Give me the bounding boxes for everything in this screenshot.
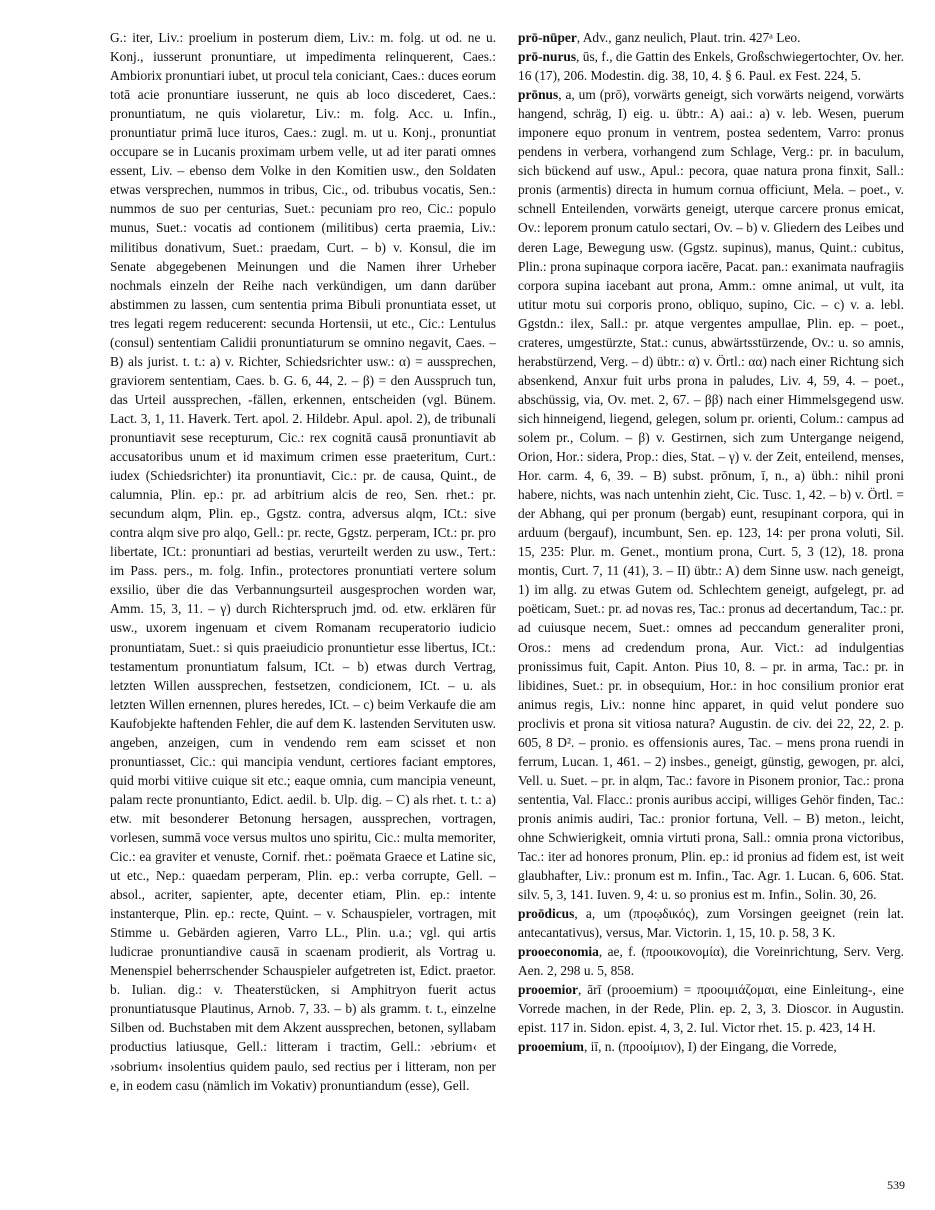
entry-text: , iī, n. (προοίμιον), I) der Eingang, die Vorrede, [583,1039,837,1055]
entry-text: , a, um (prō), vorwärts geneigt, sich vorwärts neigend, vorwärts hangend, schräg, I) eig. u. übtr.: A) aai.: a) v. leb. Wesen, puerum imponere equo pronum in ventrem, postea sedentem, Varro: pronus pendens in verbera, vorhangend zum Schlage, Verg.: pr. in baculum, sich bückend auf usw., Apul.: pecora, quae natura prona finxit, Sall.: pronis (armentis) directa in humum cornua officiunt, Mela. – poet., v. schnell Enteilenden, vorwärts geneigt, uterque carcere pronus emicat, Ov.: leporem pronum catulo sectari, Ov. – b) v. Gliedern des Leibes und deren Lage, Bewegung usw. (Ggstz. supinus), manus, Quint.: cubitus, Plin.: prona supinaque corpora iacēre, Pacat. pan.: exanimata naufragiis corpora supina iacebant aut prona, Amm.: omne animal, ut vult, ita utitur motu sui corporis prono, obliquo, supino, Cic. – c) v. a. lebl. Ggstdn.: ilex, Sall.: pr. atque vergentes ampullae, Plin. ep. – poet., crateres, umgestürzte, Stat.: cunus, abwärtsstürzende, Ov.: u. so amnis, herabstürzend, Verg. – d) übtr.: α) v. Örtl.: αα) nach einer Richtung sich absenkend, Anxur fuit urbs prona in paludes, Liv. 4, 59, 4. – poet., abschüssig, via, Ov. met. 2, 67. – ββ) nach einer Himmelsgegend usw. sich hinneigend, liegend, gelegen, solum pr. orienti, Colum.: campus ad solem pr., Colum. – β) v. Gestirnen, sich zum Untergange neigend, Orion, Hor.: sidera, Prop.: dies, Stat. – γ) v. der Zeit, enteilend, menses, Hor. carm. 4, 6, 39. – B) subst. prōnum, ī, n., a) übh.: nihil proni habere, nichts, was nach untenhin zieht, Cic. Tusc. 1, 42. – b) v. Örtl. = der Abhang, qui per pronum (bergab) eunt, resupinant corpora, qui in arduum (bergauf), incumbunt, Sen. ep. 123, 14: per prona voluti, Sil. 15, 235: Plur. m. Genet., montium prona, Curt. 5, 3 (12), 18. prona montis, Curt. 7, 11 (41), 3. – II) übtr.: A) dem Sinne usw. nach geneigt, 1) im allg. zu etwas Gutem od. Schlechtem geneigt, aufgelegt, pr. ad poëticam, Suet.: pr. ad novas res, Tac.: pronus ad decertandum, Tac.: pr. ad cuiusque necem, Suet.: omnes ad peccandum generaliter proni, Oros.: mens ad credendum prona, Aur. Vict.: ad indulgentias pronissimus fuit, Capit. Anton. Pius 10, 8. – pr. in arma, Tac.: pr. in libidines, Suet.: pr. in obsequium, Hor.: in hoc consilium pronior erat animus regis, Liv.: nonne hinc apparet, in quid velut pondere suo proclivis et prona sit vitiosa natura? Augustin. de civ. dei 22, 22, 2. p. 605, 8 D². – pronio. es offensionis aures, Tac. – mens prona ruendi in ferrum, Lucan. 1, 461. – 2) insbes., geneigt, günstig, gewogen, pr. alci, Vell. u. Suet. – pr. in alqm, Tac.: favore in Pisonem pronior, Tac.: prona sententia, Val. Flacc.: pronis auribus accipi, williges Gehör finden, Tac.: pronis animis audiri, Tac.: pronior fortuna, Vell. – B) meton., leicht, ohne Schwierigkeit, omnia virtuti prona, Sall.: omnia prona victoribus, Tac.: iter ad honores pronum, Plin. ep.: id pronius ad fidem est, ist weit glaubhafter, Liv.: pronum est m. Infin., Tac. Agr. 1. Lucan. 6, 606. Stat. silv. 5, 3, 141. Iuven. 9, 4: u. so pronius est m. Infin., Solin. 30, 26. [518,87,904,903]
entry-pronus [518,85,904,904]
lemma: prooeconomia [518,944,599,960]
right-column [518,28,904,1057]
lemma: prō-nūper [518,30,577,45]
entry-prooeconomia [518,942,904,980]
entry-pronurus [518,47,904,85]
lemma: prooemior [518,982,578,998]
entry-continuation: G.: iter, Liv.: proelium in posterum diem, Liv.: m. folg. ut od. ne u. Konj., iusserunt pronuntiare, ut impedimenta relinquerent, Caes.: Ambiorix pronuntiari iubet, ut procul tela coniciant, Caes.: duces eorum totā acie pronuntiare iusserunt, ne quis ab loco discederet, Caes.: pronuntiatum, ne quis violaretur, Liv.: m. folg. Acc. u. Infin., pronuntiatur primā luce ituros, Caes.: zugl. m. ut u. Konj., pronuntiat occupare se in Lucanis proximam urbem velle, ut ad iter parati omnes essent, Liv. – ebenso dem Volke in den Komitien usw., den Soldaten etwas versprechen, nummos in tribus, Cic., od. tribubus vocatis, Sen.: nummos de suo per centurias, Suet.: pecuniam pro reo, Cic.: populo munus, Suet.: vocatis ad contionem (militibus) certa praemia, Liv.: militibus donativum, Suet.: praedam, Curt. – b) v. Konsul, die im Senate abgegebenen Meinungen und die Namen ihrer Urheber nochmals einzeln der Reihe nach verkündigen, um dann darüber abstimmen zu lassen, cum sententia prima Bibuli pronuntiata esset, ut tres legati regem reducerent: secunda Hortensii, ut etc., Cic.: Lentulus (consul) sententiam Calidii pronuntiaturum se omnino negavit, Caes. – B) als jurist. t. t.: a) v. Richter, Schiedsrichter usw.: α) = aussprechen, graviorem sententiam, Caes. b. G. 6, 44, 2. – β) = den Ausspruch tun, das Urteil aussprechen, -fällen, erkennen, entscheiden (vgl. Bünem. Lact. 3, 1, 11. Haverk. Tert. apol. 2. Hildebr. Apul. apol. 2), de tribunali pronuntiavit sese recepturum, Cic.: rex cognitā causā pronuntiavit ab accusatoribus unum et id maximum crimen esse praeteritum, Curt.: iudex (Schiedsrichter) ita pronuntiavit, Cic.: pr. de causa, Quint., de calumnia, Plin. ep.: pr. ad arbitrium alcis de reo, Sen. rhet.: pr. secundum alqm, Plin. ep., Ggstz. contra, adversus alqm, ICt.: sive contra alqm sive pro alqo, Gell.: pr. recte, Ggstz. perperam, ICt.: pr. pro libertate, ICt.: pronuntiari ad bestias, verurteilt werden zu usw., Tert.: im Pass. pers., m. folg. Infin., protectores pronuntiati vertere solum exsilio, über die das Verbannungsurteil ausgesprochen worden war, Amm. 15, 3, 11. – γ) durch Richterspruch jmd. od. etw. erklären für usw., uxorem ingenuam et civem Romanam recuperatorio iudicio pronuntiatam, Suet.: si quis praeiudicio pronuntietur esse libertus, ICt.: testamentum pronuntiatum falsum, ICt. – b) etwas durch Vertrag, letzten Willen aussprechen, festsetzen, condicionem, ICt. – u. als letzten Willen ernennen, plures heredes, ICt. – c) beim Verkaufe die am Kaufobjekte haftenden Fehler, die auf dem K. lastenden Servituten usw. angeben, anzeigen, cum in vendendo rem eam scisset et non pronuntiasset, Cic.: qui mancipia vendunt, certiores faciant emptores, quid morbi vitiive cuique sit etc.; eaque omnia, cum mancipia veneunt, palam recte pronuntianto, Edict. aedil. b. Ulp. dig. – C) als rhet. t. t.: a) etw. mit besonderer Betonung hersagen, aussprechen, vortragen, vorlesen, summā voce versus multos uno spiritu, Cic.: multa memoriter, Cic.: ea graviter et venuste, Cornif. rhet.: poëmata Graece et Latine sic, ut etc., Nep.: quaedam perperam, Plin. ep.: verba corrupte, Gell. – absol., acriter, sapienter, apte, decenter etiam, Plin. ep.: intente instanterque, Plin. ep.: recte, Quint. – v. Schauspieler, vortragen, mit Stimme u. Gebärden agieren, Varro LL., Plin. u.a.; vgl. qui artis ludicrae pronuntiandive causā in scaenam prodierit, als Vortrag u. Menenspiel beherrschender Schauspieler aufgetreten ist, Edict. praetor. b. Iulian. dig.: v. Theaterstücken, si Amphitryon fuerit actus pronuntiatusque Plautinus, Arnob. 7, 33. – b) als gramm. t. t., einzelne Silben od. Buchstaben mit dem Akzent aussprechen, betonen, syllabam productius latiusque, Gell.: litteram i tractim, Gell.: ›ebrium‹ et ›sobrium‹ insolentius quidem paulo, sed rectius per i litteram, non per e, in eodem casu (nämlich im Vokativ) pronuntiandum (esse), Gell. [110,30,496,1093]
lemma: prooemium [518,1039,584,1055]
entry-text: , Adv., ganz neulich, Plaut. trin. 427ᵃ Leo. [576,30,801,45]
entry-text: , ae, f. (προοικονομία), die Voreinrichtung, Serv. Verg. Aen. 2, 298 u. 5, 858. [518,944,904,979]
entry-prooemium [518,1037,904,1056]
entry-pronuper [518,28,904,47]
left-column [110,28,496,1095]
lemma: proōdicus [518,906,575,922]
entry-text: , a, um (προῳδικός), zum Vorsingen geeignet (rein lat. antecantativus), versus, Mar. Victorin. 1, 15, 10. p. 58, 3 K. [518,906,904,941]
page-number: 539 [887,1178,905,1192]
entry-prooemior [518,980,904,1037]
entry-proodicus [518,904,904,942]
lemma: prō-nurus [518,49,577,65]
entry-text: , ūs, f., die Gattin des Enkels, Großschwiegertochter, Ov. her. 16 (17), 206. Modestin. dig. 38, 10, 4. § 6. Paul. ex Fest. 224, 5. [518,49,904,84]
entry-text: , ārī (prooemium) = προοιμιάζομαι, eine Einleitung-, eine Vorrede machen, in der Rede, Plin. ep. 2, 3, 3. Dioscor. in Augustin. epist. 117 in. Sidon. epist. 4, 3, 2. Iul. Victor rhet. 15. p. 423, 14 H. [518,982,904,1036]
lemma: prōnus [518,87,559,103]
